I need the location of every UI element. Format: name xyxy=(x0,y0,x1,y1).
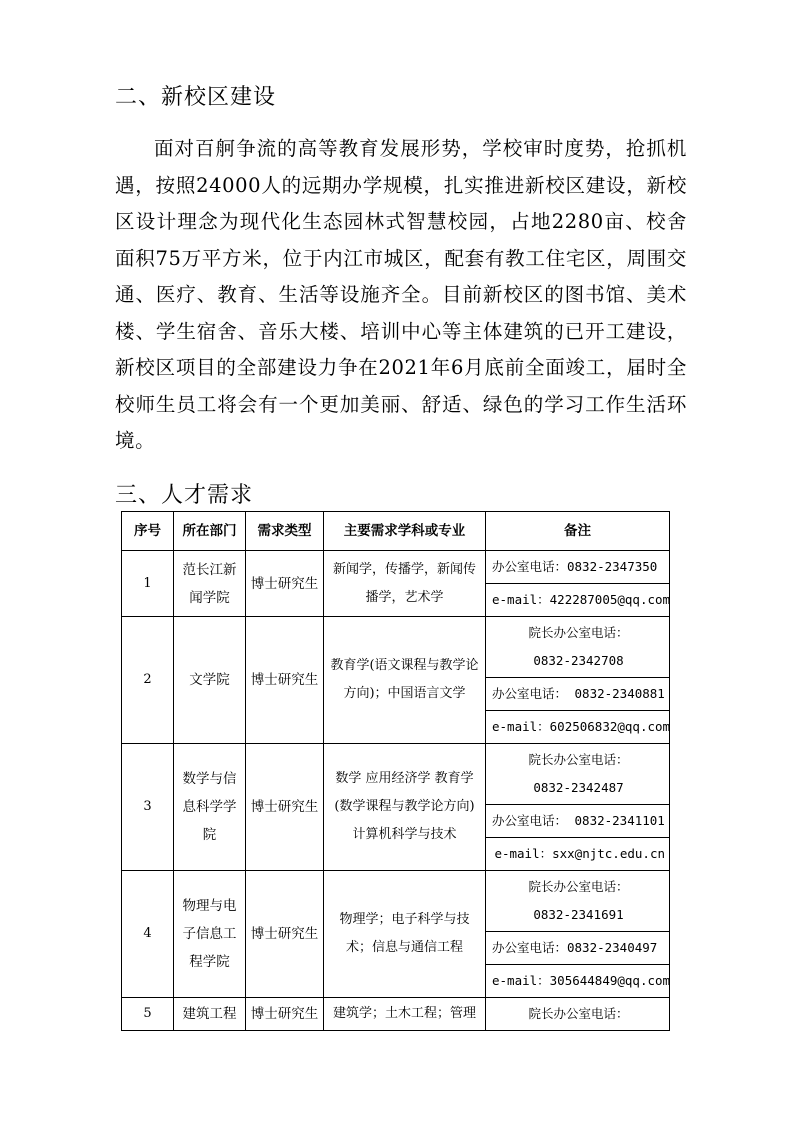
row-no: 4 xyxy=(122,871,174,998)
header-no: 序号 xyxy=(122,512,174,551)
header-type: 需求类型 xyxy=(246,512,324,551)
row-type: 博士研究生 xyxy=(246,744,324,871)
row-type: 博士研究生 xyxy=(246,998,324,1031)
header-note: 备注 xyxy=(486,512,670,551)
row-email: e-mail：sxx@njtc.edu.cn xyxy=(486,838,670,871)
row-email: e-mail：422287005@qq.com xyxy=(486,584,670,617)
dean-phone-number: 0832-2341691 xyxy=(533,907,624,922)
row-type: 博士研究生 xyxy=(246,551,324,617)
table-row xyxy=(122,998,670,1031)
section-2-heading: 二、新校区建设 xyxy=(115,85,277,110)
row-email: e-mail：602506832@qq.com xyxy=(486,711,670,744)
row-dept: 数学与信息科学学院 xyxy=(174,744,246,871)
table-row xyxy=(122,744,670,805)
row-dean-phone xyxy=(486,744,670,805)
row-email: e-mail：305644849@qq.com xyxy=(486,965,670,998)
dean-phone-label: 院长办公室电话： xyxy=(528,752,629,767)
row-dept: 建筑工程 xyxy=(174,998,246,1031)
dean-phone-label: 院长办公室电话： xyxy=(528,625,629,640)
row-dept: 文学院 xyxy=(174,617,246,744)
row-office-phone: 办公室电话： 0832-2340881 xyxy=(486,678,670,711)
row-major: 数学 应用经济学 教育学(数学课程与教学论方向) 计算机科学与技术 xyxy=(324,744,486,871)
row-type: 博士研究生 xyxy=(246,617,324,744)
row-office-phone: 办公室电话：0832-2340497 xyxy=(486,932,670,965)
row-no: 1 xyxy=(122,551,174,617)
row-no: 5 xyxy=(122,998,174,1031)
row-major: 新闻学，传播学，新闻传播学，艺术学 xyxy=(324,551,486,617)
row-no: 3 xyxy=(122,744,174,871)
dean-phone-label: 院长办公室电话： xyxy=(528,879,629,894)
header-major: 主要需求学科或专业 xyxy=(324,512,486,551)
table-header-row xyxy=(122,512,670,551)
table-row xyxy=(122,617,670,678)
dean-phone-number: 0832-2342487 xyxy=(533,780,624,795)
row-major: 建筑学；土木工程；管理 xyxy=(324,998,486,1031)
row-dean-phone xyxy=(486,871,670,932)
table-row xyxy=(122,871,670,932)
talent-demand-table xyxy=(121,511,670,1031)
section-3-heading: 三、人才需求 xyxy=(115,483,254,508)
row-office-phone: 办公室电话： 0832-2341101 xyxy=(486,805,670,838)
section-2-paragraph: 面对百舸争流的高等教育发展形势，学校审时度势，抢抓机遇，按照24000人的远期办学规模，扎实推进新校区建设，新校区设计理念为现代化生态园林式智慧校园，占地2280亩、校舍面积75万平方米，位于内江市城区，配套有教工住宅区，周围交通、医疗、教育、生活等设施齐全。目前新校区的图书馆、美术楼、学生宿舍、音乐大楼、培训中心等主体建筑的已开工建设，新校区项目的全部建设力争在2021年6月底前全面竣工，届时全校师生员工将会有一个更加美丽、舒适、绿色的学习工作生活环境。 xyxy=(115,137,687,452)
row-dept: 范长江新闻学院 xyxy=(174,551,246,617)
table-row xyxy=(122,551,670,584)
row-major: 教育学(语文课程与教学论方向)；中国语言文学 xyxy=(324,617,486,744)
row-dean-phone: 院长办公室电话： xyxy=(486,998,670,1031)
row-office-phone: 办公室电话：0832-2347350 xyxy=(486,551,670,584)
dean-phone-number: 0832-2342708 xyxy=(533,653,624,668)
row-type: 博士研究生 xyxy=(246,871,324,998)
header-dept: 所在部门 xyxy=(174,512,246,551)
row-dept: 物理与电子信息工程学院 xyxy=(174,871,246,998)
row-dean-phone xyxy=(486,617,670,678)
row-no: 2 xyxy=(122,617,174,744)
row-major: 物理学；电子科学与技术；信息与通信工程 xyxy=(324,871,486,998)
